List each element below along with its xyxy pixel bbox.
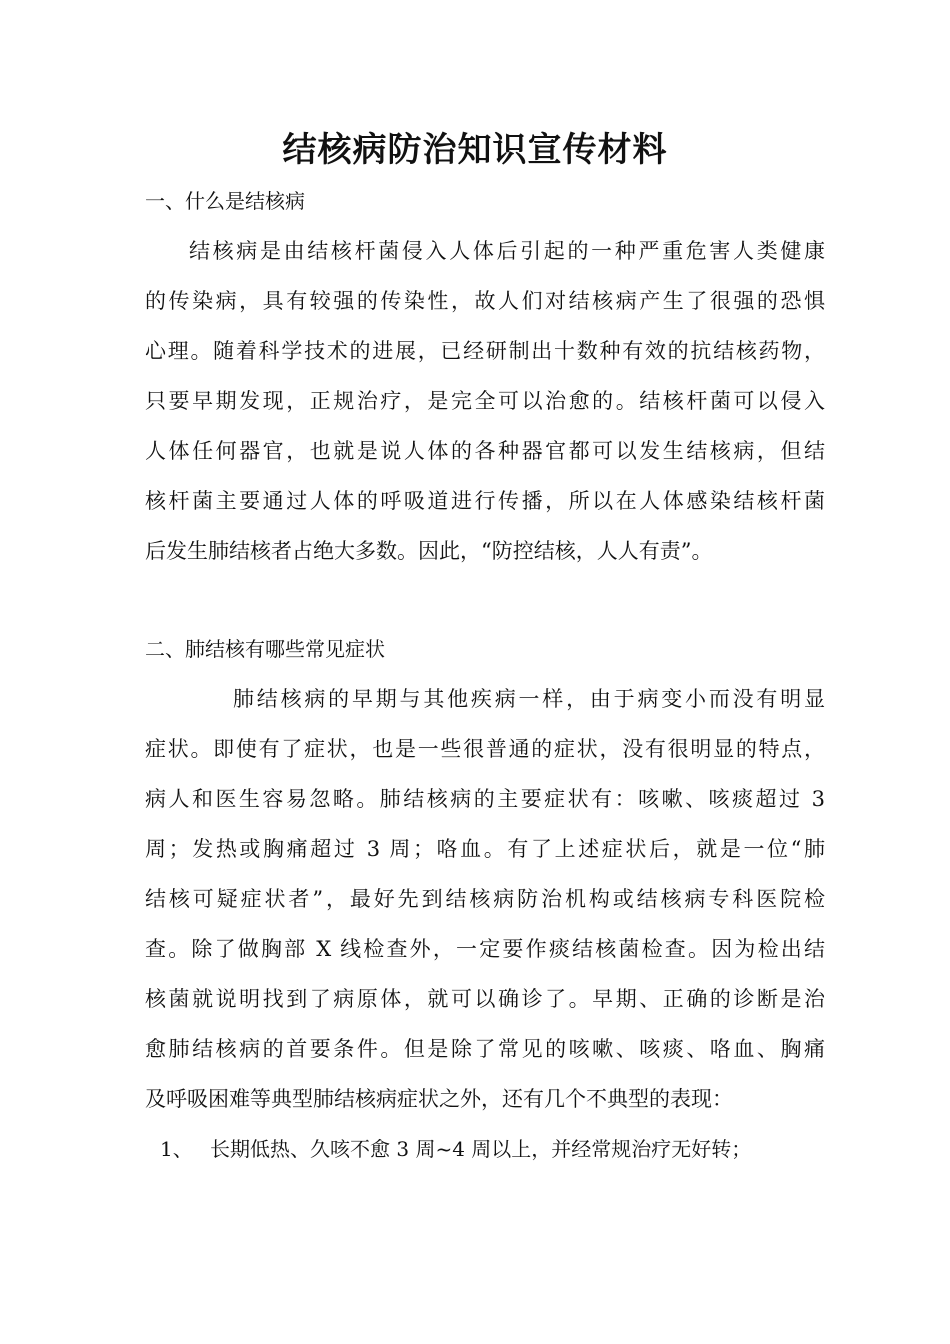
paragraph-line: 病人和医生容易忽略。肺结核病的主要症状有：咳嗽、咳痰超过 3 (145, 787, 825, 811)
paragraph-line: 周；发热或胸痛超过 3 周；咯血。有了上述症状后，就是一位“肺 (145, 837, 825, 861)
paragraph-line: 结核可疑症状者”，最好先到结核病防治机构或结核病专科医院检 (145, 887, 825, 911)
paragraph-line: 及呼吸困难等典型肺结核病症状之外，还有几个不典型的表现： (145, 1087, 733, 1111)
paragraph-line: 后发生肺结核者占绝大多数。因此，“防控结核，人人有责”。 (145, 539, 713, 563)
paragraph-line: 愈肺结核病的首要条件。但是除了常见的咳嗽、咳痰、咯血、胸痛 (145, 1037, 825, 1061)
section-heading-what-is-tb: 一、什么是结核病 (145, 189, 305, 213)
paragraph-line: 结核病是由结核杆菌侵入人体后引起的一种严重危害人类健康 (189, 239, 825, 263)
document-title: 结核病防治知识宣传材料 (282, 130, 668, 170)
paragraph-line: 症状。即使有了症状，也是一些很普通的症状，没有很明显的特点， (145, 737, 825, 761)
paragraph-line: 只要早期发现，正规治疗，是完全可以治愈的。结核杆菌可以侵入 (145, 389, 825, 413)
paragraph-line: 的传染病，具有较强的传染性，故人们对结核病产生了很强的恐惧 (145, 289, 825, 313)
paragraph-line: 心理。随着科学技术的进展，已经研制出十数种有效的抗结核药物， (145, 339, 825, 363)
paragraph-line: 查。除了做胸部 X 线检查外，一定要作痰结核菌检查。因为检出结 (145, 937, 825, 961)
section-heading-symptoms: 二、肺结核有哪些常见症状 (145, 637, 385, 661)
list-item (160, 1134, 751, 1164)
list-item-text: 长期低热、久咳不愈 3 周~4 周以上，并经常规治疗无好转； (210, 1137, 752, 1161)
paragraph-line: 核杆菌主要通过人体的呼吸道进行传播，所以在人体感染结核杆菌 (145, 489, 825, 513)
list-item-number: 1、 (160, 1137, 193, 1161)
paragraph-line: 肺结核病的早期与其他疾病一样，由于病变小而没有明显 (233, 687, 825, 711)
paragraph-line: 核菌就说明找到了病原体，就可以确诊了。早期、正确的诊断是治 (145, 987, 825, 1011)
paragraph-line: 人体任何器官，也就是说人体的各种器官都可以发生结核病，但结 (145, 439, 825, 463)
